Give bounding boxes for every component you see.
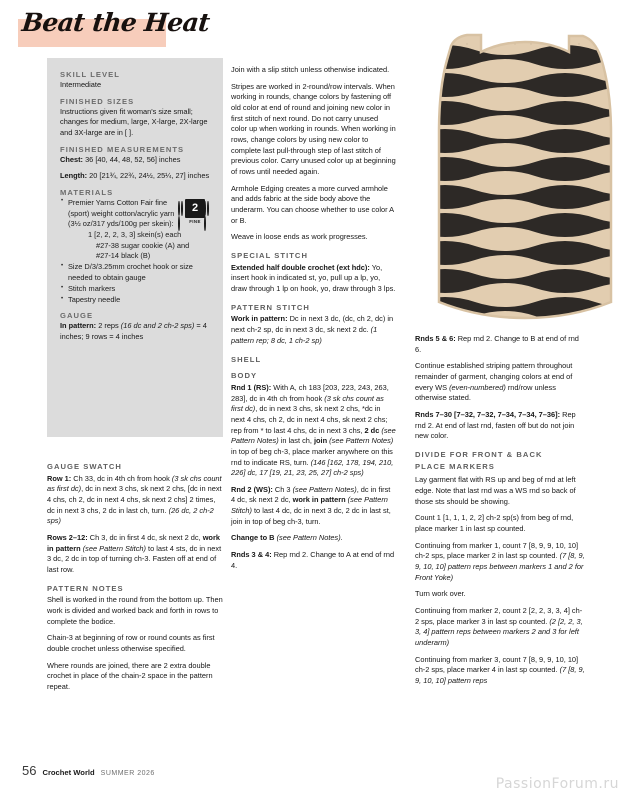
rnd1-t1: With A, ch 183 [203, 223, 243, 263, 283], dc in 4th ch from hook xyxy=(231,382,389,403)
striped-tank-top-illustration xyxy=(425,32,625,330)
chest-measurement xyxy=(60,155,210,166)
skill-level-value: Intermediate xyxy=(60,80,102,89)
marker2-t1: Continuing from marker 1, count 7 [8, 9, 9, 10, 10] ch-2 sps, place marker 2 in last sp counted. xyxy=(415,540,579,561)
rnd1-i3: (see Pattern Notes) xyxy=(327,436,394,446)
note-weave: Weave in loose ends as work progresses. xyxy=(231,232,368,242)
rnd1-i2: (see Pattern Notes) xyxy=(231,425,396,446)
middle-column xyxy=(231,65,396,577)
finished-measurements-heading: FINISHED MEASUREMENTS xyxy=(60,144,185,154)
yarn-color-b: #27-14 black (B) xyxy=(96,251,151,261)
row1-t2: , dc in next 3 chs, sk next 2 chs, [dc in next 4 chs, ch 2, dc in next 4 chs, sk next 2 chs] 2 times, dc in next 3 chs, 2 dc in last ch, turn. xyxy=(47,484,222,515)
gauge-swatch-rows2-12 xyxy=(47,533,223,576)
ext-hdc-name: Extended half double crochet (ext hdc): xyxy=(231,262,370,272)
rnd1-t2: , dc in next 3 chs, sk next 2 chs, *dc in next 4 chs, ch 2, dc in next 4 chs, sk next 2 chs; rep from * to last 4 chs, dc in next 3 chs, xyxy=(231,404,388,435)
info-box xyxy=(47,58,223,437)
rnd1-i1: (3 sk chs count as first dc) xyxy=(231,393,384,414)
right-column xyxy=(415,334,585,693)
page-footer xyxy=(22,763,155,778)
work-in-pattern-text: Dc in next 3 dc, (dc, ch 2, dc) in next ch-2 sp, dc in next 3 dc, sk next 2 dc. xyxy=(231,314,394,335)
issue-label: SUMMER 2026 xyxy=(100,770,155,777)
special-stitch-heading: SPECIAL STITCH xyxy=(231,250,309,260)
material-item xyxy=(60,198,210,262)
pattern-stitch-heading: PATTERN STITCH xyxy=(231,302,310,312)
divide-p2: Count 1 [1, 1, 1, 2, 2] ch-2 sp(s) from beg of rnd, place marker 1 in last sp counted. xyxy=(415,513,574,534)
yarn-weight-number: 2 xyxy=(185,199,205,218)
rnd2-b1: work in pattern xyxy=(292,495,346,505)
change-to-b-italic: (see Pattern Notes) xyxy=(274,533,341,543)
rnds56 xyxy=(415,334,585,355)
material-item: • Size D/3/3.25mm crochet hook or size needed to obtain gauge xyxy=(60,262,210,283)
length-measurement xyxy=(60,171,210,182)
rnd1-i4: (146 [162, 178, 194, 210, 226] dc, 17 [19, 21, 23, 25, 27] ch-2 sps) xyxy=(231,457,394,478)
gauge-italic: (16 dc and 2 ch-2 sps) xyxy=(120,321,195,330)
yarn-weight-label: FINE xyxy=(189,218,201,224)
rnds56-text: Rep rnd 2. Change to B at end of rnd 6. xyxy=(415,334,579,354)
rows212-t2: to last 4 sts, dc in next 3 dc, 2 dc in top of turning ch-3. Fasten off at end of last row. xyxy=(47,543,222,575)
rnd1-b1: 2 dc xyxy=(364,425,380,435)
note-stripes: Stripes are worked in 2-round/row intervals. When working in rounds, change colors by fastening off old color at end of round and joining new color in first stitch of next round. Do not carry unused color up when working in rounds. When working in rows, change colors by using new color to complete last pull-through step of last stitch of previous color. Carry unused color up at beginning of rows until needed again. xyxy=(231,81,396,176)
striping-note xyxy=(415,361,585,404)
page-number: 56 xyxy=(22,763,37,778)
rnds730-label: Rnds 7–30 [7–32, 7–32, 7–34, 7–34, 7–36]: xyxy=(415,409,561,419)
material-yarn-text: • Premier Yarns Cotton Fair fine (sport) weight cotton/acrylic yarn (3½ oz/317 yds/100g per skein): xyxy=(68,197,175,229)
rnd2-t3: to last 4 dc, dc in next 3 dc, 2 dc in last st, join in top of beg ch-3, turn. xyxy=(231,506,391,526)
ext-hdc-body: Yo, insert hook in indicated st, yo, pull up a lp, yo, draw through 1 lp on hook, yo, draw through 3 lps. xyxy=(231,262,396,293)
row1-i1: (3 sk chs count as first dc) xyxy=(47,473,222,494)
rnd2-label: Rnd 2 (WS): xyxy=(231,484,273,494)
rnd1-b2: join xyxy=(313,436,328,446)
shell-rnd1 xyxy=(231,383,396,479)
pattern-note-3: Where rounds are joined, there are 2 extra double crochet in place of the chain-2 space in the pattern repeat. xyxy=(47,660,213,692)
gauge-heading: GAUGE xyxy=(60,311,94,320)
material-item: • Tapestry needle xyxy=(60,295,210,306)
work-in-pattern-label: Work in pattern: xyxy=(231,314,288,324)
striping-t2: rnd/row unless otherwise stated. xyxy=(415,382,556,403)
magazine-name: Crochet World xyxy=(42,768,95,777)
change-to-b-label: Change to B xyxy=(231,533,275,543)
left-column-lower xyxy=(47,462,223,699)
change-to-b xyxy=(231,533,396,544)
rows212-t1: Ch 3, dc in first 4 dc, sk next 2 dc, xyxy=(87,533,203,543)
chest-value-text: 36 [40, 44, 48, 52, 56] inches xyxy=(85,154,181,164)
striping-i1: (even-numbered) xyxy=(449,382,506,392)
divide-heading-line1: DIVIDE FOR FRONT & BACK xyxy=(415,449,543,459)
rows212-i1: (see Pattern Stitch) xyxy=(80,543,146,553)
pattern-note-1: Shell is worked in the round from the bottom up. Then work is divided and worked back and forth in rows to complete the bodice. xyxy=(47,595,223,626)
gauge-label: In pattern: xyxy=(60,321,97,330)
shell-rnds34 xyxy=(231,550,396,571)
rnds730-text: Rep rnd 2. At end of last rnd, fasten off but do not join new color. xyxy=(415,409,576,441)
body-heading: BODY xyxy=(231,371,258,381)
finished-sizes-heading: FINISHED SIZES xyxy=(60,96,135,106)
rnd2-t2: , dc in first 4 dc, sk next 2 dc, xyxy=(231,484,391,505)
length-value-text: 20 [21¾, 22¾, 24½, 25¼, 27] inches xyxy=(89,171,210,181)
gauge-post: = 4 inches; 9 rows = 4 inches xyxy=(60,321,207,341)
shell-heading: SHELL xyxy=(231,355,262,365)
rnd2-i2: (see Pattern Stitch) xyxy=(231,495,388,516)
rnd1-label: Rnd 1 (RS): xyxy=(231,382,272,392)
rnds730 xyxy=(415,410,585,442)
marker2-i1: (7 [8, 9, 9, 10, 10] pattern reps between markers 1 and 2 for Front Yoke) xyxy=(415,551,585,582)
marker2-instructions xyxy=(415,541,585,584)
marker4-t1: Continuing from marker 3, count 7 [8, 9, 9, 10, 10] ch-2 sps, place marker 4 in last sp counted. xyxy=(415,654,579,675)
rnd1-t3: in last ch, xyxy=(278,436,314,446)
gauge-pre: 2 reps xyxy=(96,321,121,330)
gauge-swatch-heading: GAUGE SWATCH xyxy=(47,462,122,471)
skill-level-heading: SKILL LEVEL xyxy=(60,70,120,79)
row1-i2: (26 dc, 2 ch-2 sps) xyxy=(47,505,214,526)
gauge-swatch-row1 xyxy=(47,474,223,527)
marker3-i1: (2 [2, 2, 3, 3, 4] pattern reps between markers 2 and 3 for left underarm) xyxy=(415,616,583,647)
gauge-body xyxy=(60,321,210,342)
rows212-label: Rows 2–12: xyxy=(47,533,88,543)
pattern-note-2: Chain-3 at beginning of row or round counts as first double crochet unless otherwise specified. xyxy=(47,633,215,654)
shell-rnd2 xyxy=(231,485,396,528)
place-markers-heading: PLACE MARKERS xyxy=(415,461,495,471)
tank-body xyxy=(425,32,625,330)
work-in-pattern-italic: (1 pattern rep; 8 dc, 1 ch-2 sp) xyxy=(231,325,378,345)
rnds34-label: Rnds 3 & 4: xyxy=(231,550,272,560)
divide-p3: Turn work over. xyxy=(415,589,466,599)
finished-sizes-body: Instructions given fit woman's size small; changes for medium, large, X-large, 2X-large and 3X-large are in [ ]. xyxy=(60,106,208,137)
garment-photo xyxy=(425,32,625,330)
page-title: Beat the Heat xyxy=(20,8,211,37)
special-stitch-body xyxy=(231,263,396,295)
rows212-b2: work in pattern xyxy=(47,533,220,553)
length-label: Length: xyxy=(60,171,88,181)
chest-label: Chest: xyxy=(60,154,83,164)
row1-label: Row 1: xyxy=(47,473,72,483)
rnd1-t4: in top of beg ch-3, place marker anywhere on this rnd to indicate RS, turn. xyxy=(231,446,393,467)
material-item: • Stitch markers xyxy=(60,284,210,295)
change-to-b-tail: . xyxy=(340,533,343,543)
rnd2-i1: (see Pattern Notes) xyxy=(292,484,357,494)
pattern-stitch-body xyxy=(231,314,396,346)
yarn-skein-count: 1 [2, 2, 2, 3, 3] skein(s) each xyxy=(88,229,182,239)
marker4-instructions xyxy=(415,655,585,687)
materials-section xyxy=(60,188,210,306)
row1-t1: Ch 33, dc in 4th ch from hook xyxy=(71,473,172,483)
materials-list xyxy=(60,198,210,306)
note-join: Join with a slip stitch unless otherwise indicated. xyxy=(231,65,390,74)
marker3-instructions xyxy=(415,606,585,649)
striping-t1: Continue established striping pattern throughout remainder of garment, changing colors at end of every WS xyxy=(415,361,573,392)
marker4-i1: (7 [8, 9, 9, 10, 10] pattern reps xyxy=(415,665,585,685)
pattern-notes-heading: PATTERN NOTES xyxy=(47,583,124,593)
site-watermark: PassionForum.ru xyxy=(495,776,619,792)
rnds56-label: Rnds 5 & 6: xyxy=(415,334,456,343)
materials-heading: MATERIALS xyxy=(60,187,114,197)
rnds34-text: Rep rnd 2. Change to A at end of rnd 4. xyxy=(231,550,395,570)
marker3-t1: Continuing from marker 2, count 2 [2, 2, 3, 3, 4] ch-2 sps, place marker 3 in last sp counted. xyxy=(415,606,583,626)
note-armhole: Armhole Edging creates a more curved armhole and adds fabric at the side body above the underarm. You can choose whether to use color A or B. xyxy=(231,183,394,225)
rnd2-t1: Ch 3 xyxy=(272,484,293,494)
yarn-color-a: #27-38 sugar cookie (A) and xyxy=(96,240,190,250)
divide-p1: Lay garment flat with RS up and beg of rnd at left edge. Note that last rnd was a WS rnd so back of those sts should be showing. xyxy=(415,475,576,506)
